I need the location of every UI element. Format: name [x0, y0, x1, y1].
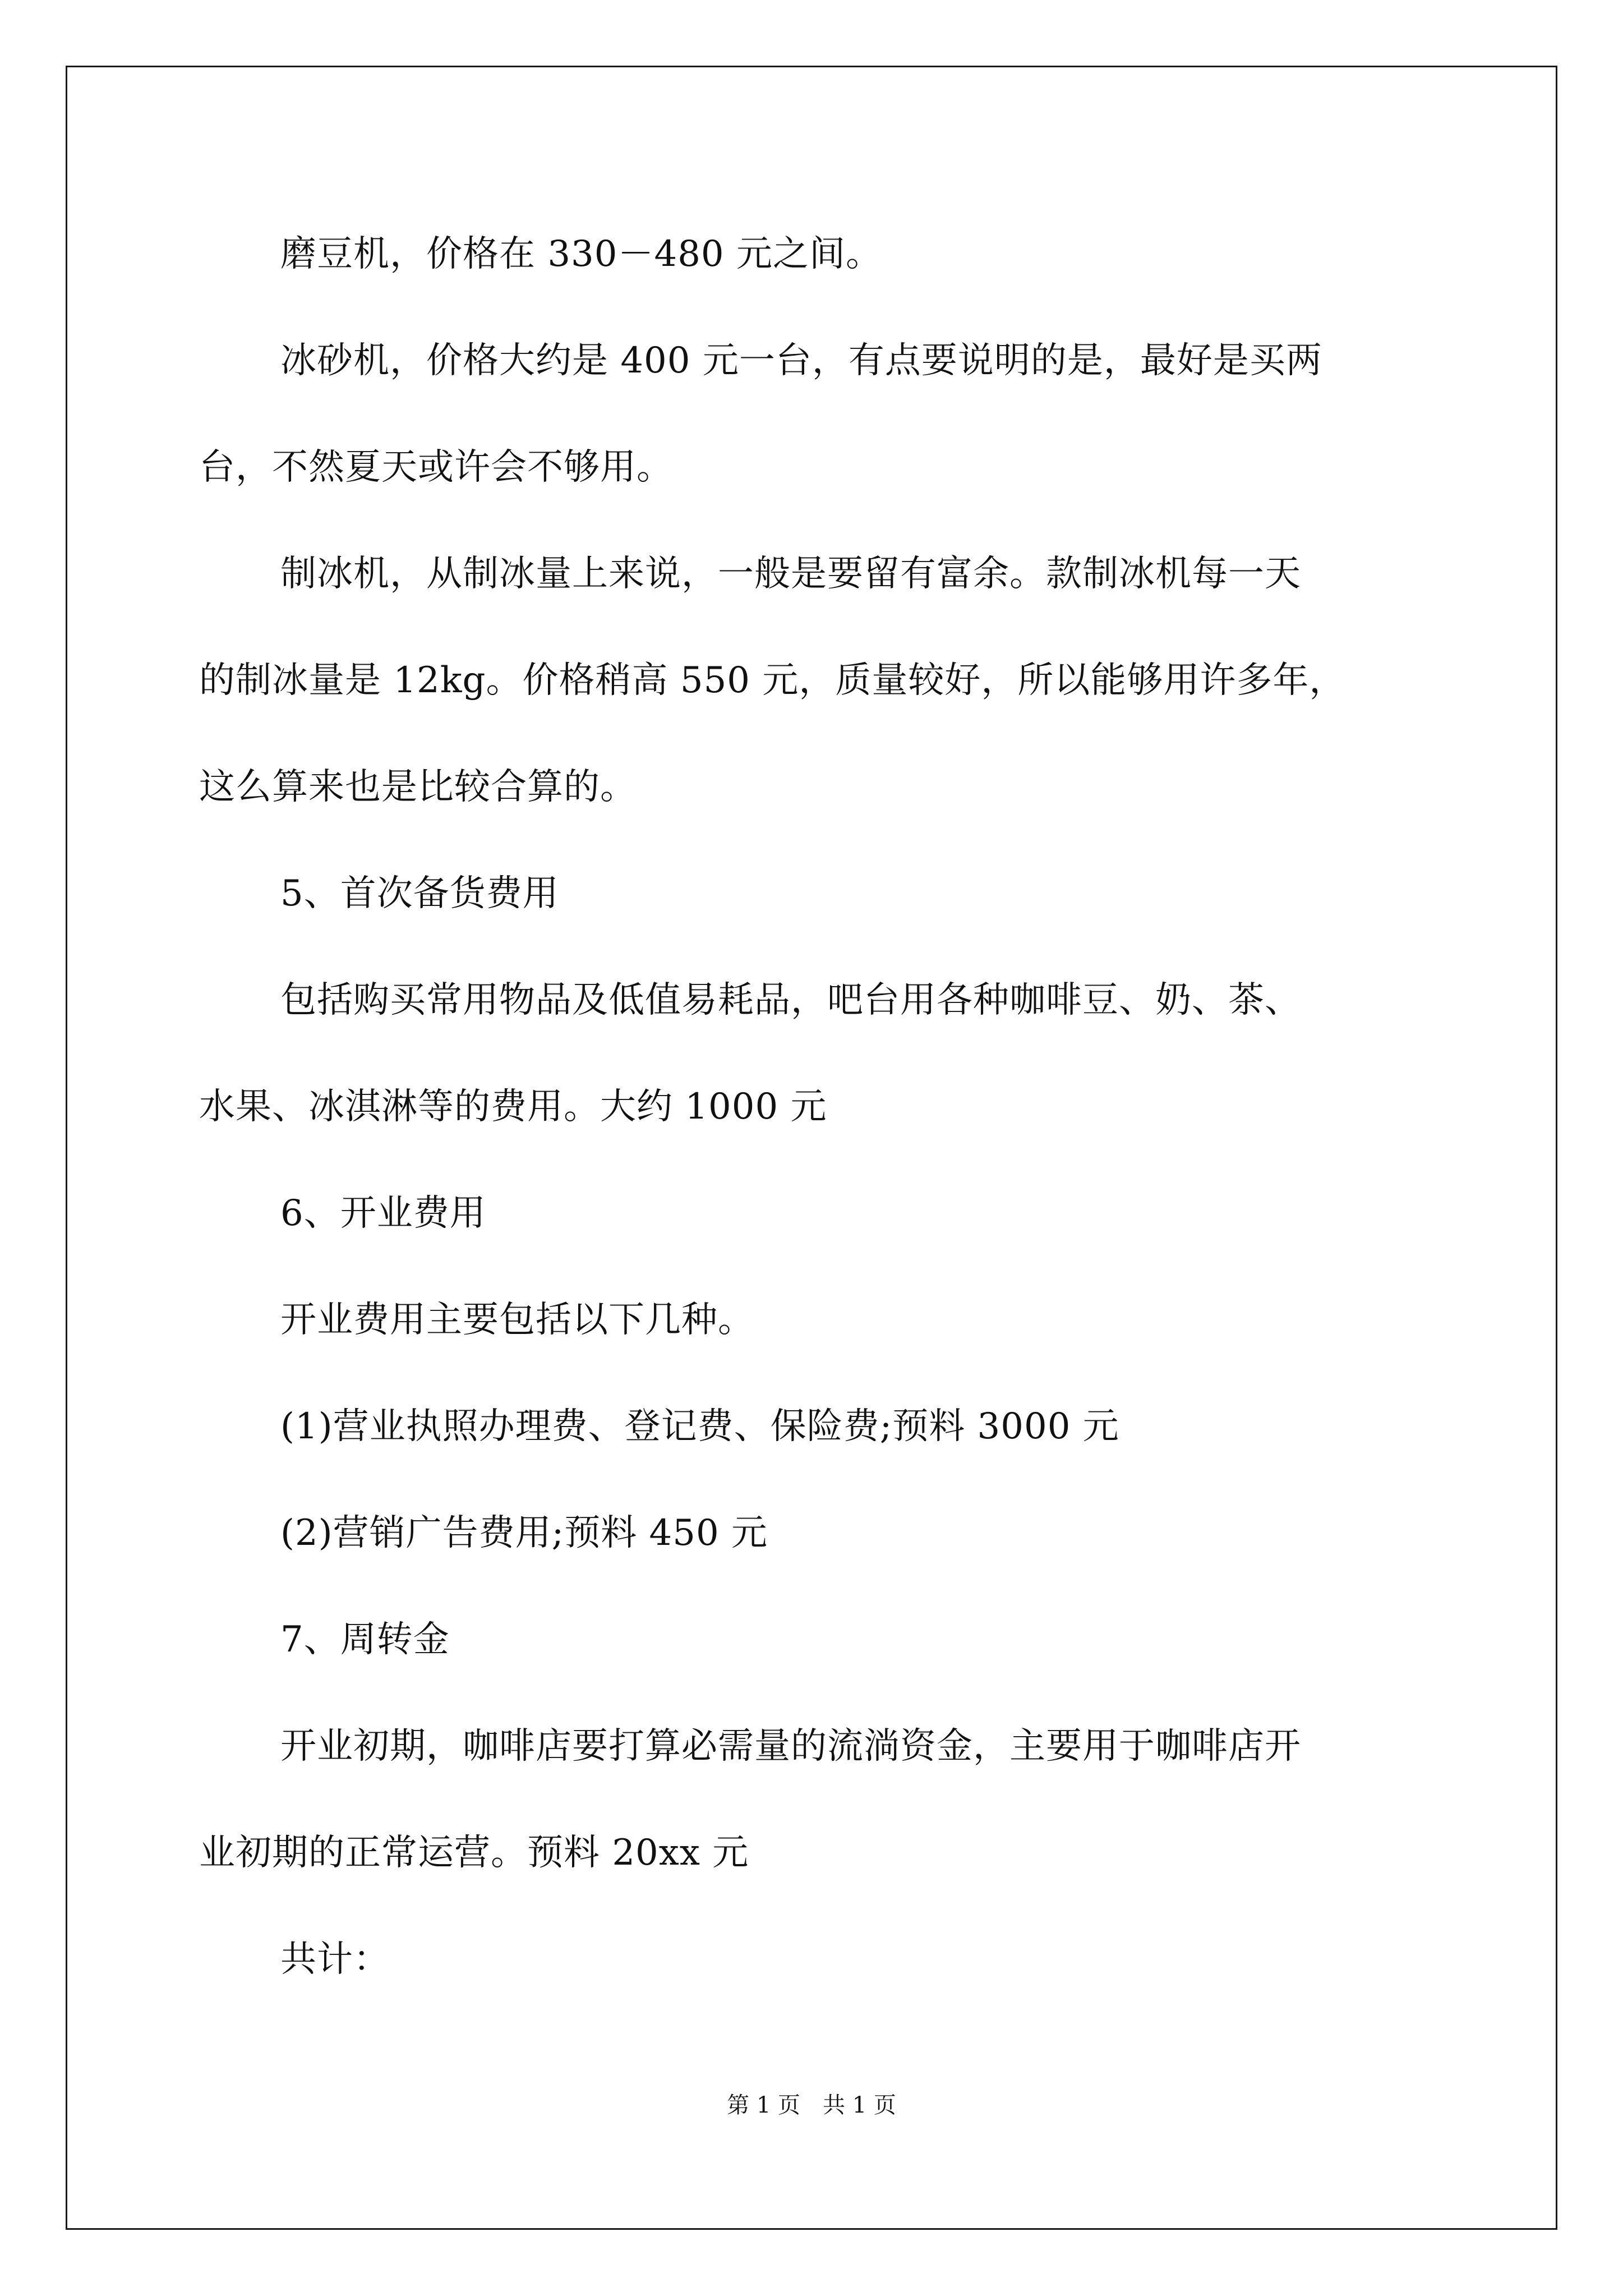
list-item: (1)营业执照办理费、登记费、保险费;预料 3000 元: [280, 1406, 1119, 1447]
paragraph-line: 冰砂机，价格大约是 400 元一台，有点要说明的是，最好是买两: [280, 340, 1322, 381]
paragraph-line: 开业费用主要包括以下几种。: [280, 1299, 754, 1341]
paragraph-line: 这么算来也是比较合算的。: [199, 766, 637, 808]
page-number-footer: 第 1 页 共 1 页: [727, 2092, 896, 2118]
paragraph-line: 制冰机，从制冰量上来说，一般是要留有富余。款制冰机每一天: [280, 553, 1301, 595]
section-heading: 5、首次备货费用: [280, 873, 559, 914]
paragraph-line: 的制冰量是 12kg。价格稍高 550 元，质量较好，所以能够用许多年，: [199, 660, 1346, 701]
section-heading: 6、开业费用: [280, 1193, 486, 1234]
paragraph-line: 包括购买常用物品及低值易耗品，吧台用各种咖啡豆、奶、茶、: [280, 979, 1301, 1021]
paragraph-line: 开业初期，咖啡店要打算必需量的流淌资金，主要用于咖啡店开: [280, 1726, 1301, 1767]
page-border: [66, 66, 1557, 2230]
paragraph-line: 业初期的正常运营。预料 20xx 元: [199, 1832, 749, 1874]
paragraph-line: 台，不然夏天或许会不够用。: [199, 447, 673, 488]
section-heading: 7、周转金: [280, 1619, 450, 1660]
total-label: 共计：: [280, 1939, 390, 1980]
paragraph-line: 水果、冰淇淋等的费用。大约 1000 元: [199, 1086, 827, 1128]
list-item: (2)营销广告费用;预料 450 元: [280, 1512, 768, 1554]
paragraph-line: 磨豆机，价格在 330－480 元之间。: [280, 233, 882, 275]
